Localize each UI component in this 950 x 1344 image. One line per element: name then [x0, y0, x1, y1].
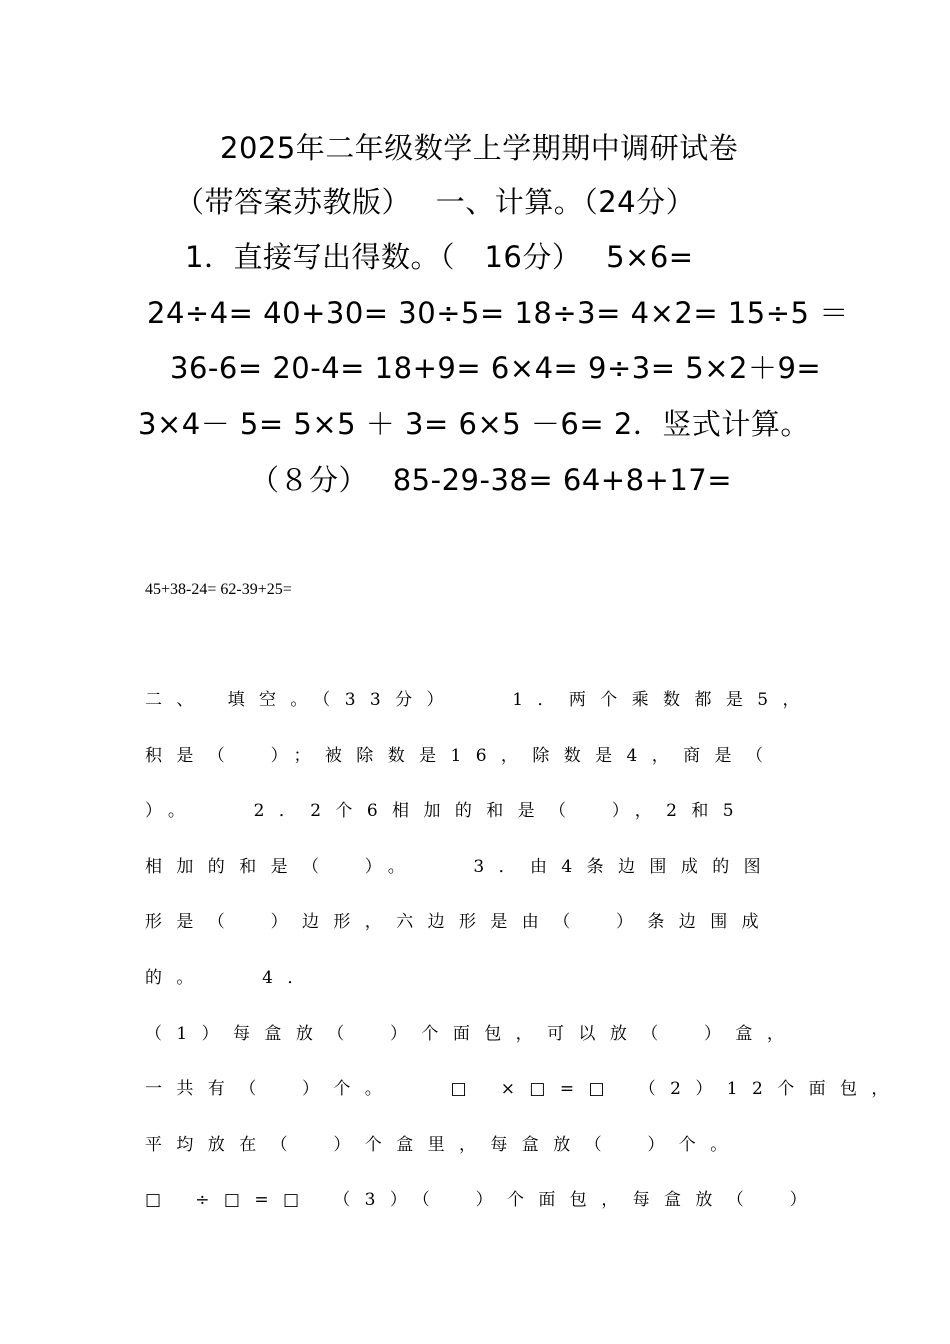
- oral-calc-row-1: 24÷4= 40+30= 30÷5= 18÷3= 4×2= 15÷5 ＝: [147, 296, 849, 330]
- fill-blank-line-1: 二、 填空。（33分） 1．两个乘数都是5，: [145, 690, 814, 710]
- subtitle-line: （带答案苏教版） 一、计算。（24分）: [175, 185, 696, 219]
- fill-blank-line-2: 积是（ ）；被除数是16，除数是4，商是（: [145, 746, 778, 766]
- oral-calc-row-3: 3×4－ 5= 5×5 ＋ 3= 6×5 －6= 2．竖式计算。: [138, 407, 810, 441]
- fill-blank-line-3: ）。 2．2个6相加的和是（ ），2和5: [145, 801, 748, 821]
- fill-blank-line-7: （1）每盒放（ ）个面包，可以放（ ）盒，: [145, 1024, 799, 1044]
- question-1-heading: 1．直接写出得数。（ 16分） 5×6=: [185, 240, 694, 274]
- fill-blank-line-4: 相加的和是（ ）。 3．由4条边围成的图: [145, 857, 776, 877]
- exam-title: 2025年二年级数学上学期期中调研试卷: [220, 131, 739, 165]
- fill-blank-line-5: 形是（ ）边形，六边形是由（ ）条边围成: [145, 912, 773, 932]
- fill-blank-line-10: □ ÷□=□ （3）（ ）个面包，每盒放（ ）: [145, 1190, 821, 1210]
- oral-calc-row-2: 36-6= 20-4= 18+9= 6×4= 9÷3= 5×2＋9=: [170, 351, 822, 385]
- vertical-calc-small-line: 45+38-24= 62-39+25=: [145, 581, 292, 598]
- fill-blank-line-9: 平均放在（ ）个盒里，每盒放（ ）个。: [145, 1135, 742, 1155]
- fill-blank-line-8: 一共有（ ）个。 □ ×□=□ （2）12个面包，: [145, 1079, 903, 1099]
- fill-blank-line-6: 的。 4．: [145, 968, 319, 988]
- vertical-calc-line: （８分） 85-29-38= 64+8+17=: [250, 463, 733, 497]
